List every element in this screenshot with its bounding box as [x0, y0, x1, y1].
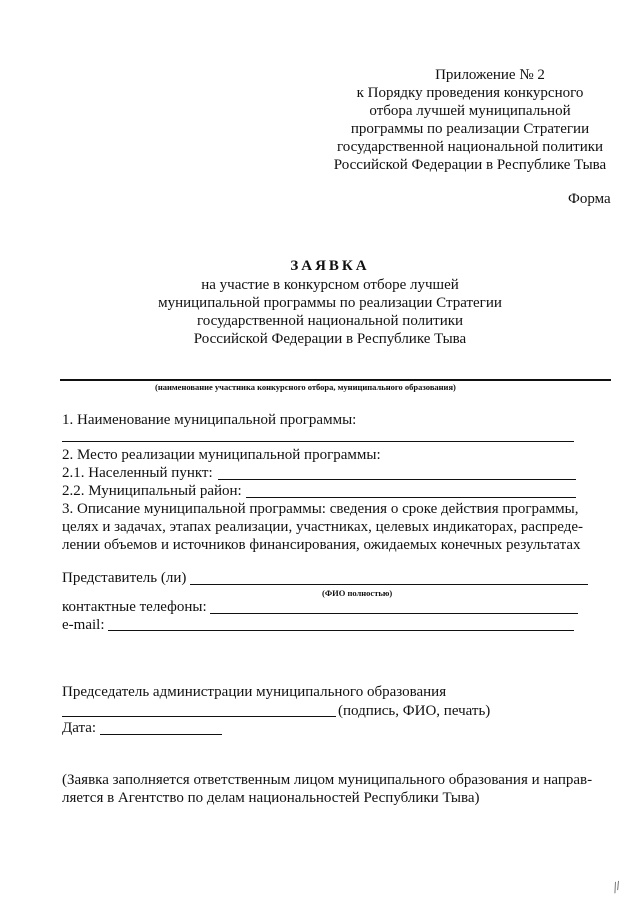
email-label: e-mail: — [62, 617, 105, 633]
settlement-label: 2.1. Населенный пункт: — [62, 465, 213, 481]
corner-scan-mark-icon — [608, 878, 626, 897]
program-location-label: 2. Место реализации муниципальной программы: — [62, 447, 381, 463]
appendix-line: отбора лучшей муниципальной — [369, 103, 571, 119]
page-title: ЗАЯВКА — [290, 258, 370, 274]
settlement-field[interactable] — [218, 479, 576, 480]
description-line: целях и задачах, этапах реализации, участниках, целевых индикаторах, распреде- — [62, 519, 584, 535]
description-line: лении объемов и источников финансирования, ожидаемых конечных результатах — [62, 537, 581, 553]
signature-field[interactable] — [62, 716, 336, 717]
program-name-field[interactable] — [62, 441, 574, 442]
district-label: 2.2. Муниципальный район: — [62, 483, 242, 499]
appendix-line: Приложение № 2 — [435, 67, 545, 83]
application-title-block — [120, 256, 540, 348]
email-field[interactable] — [108, 630, 574, 631]
representative-field[interactable] — [190, 584, 588, 585]
program-description-text — [62, 500, 610, 554]
district-field[interactable] — [246, 497, 576, 498]
appendix-line: государственной национальной политики — [336, 139, 604, 155]
date-label: Дата: — [62, 720, 97, 736]
note-line: ляется в Агентство по делам национальностей Республики Тыва) — [62, 790, 480, 806]
appendix-line: к Порядку проведения конкурсного — [356, 85, 584, 101]
description-line: 3. Описание муниципальной программы: сведения о сроке действия программы, — [62, 501, 579, 517]
date-field[interactable] — [100, 734, 222, 735]
submission-note — [62, 771, 610, 807]
representative-caption: (ФИО полностью) — [322, 588, 393, 598]
appendix-line: Российской Федерации в Республике Тыва — [333, 157, 607, 173]
phones-field[interactable] — [210, 613, 578, 614]
subtitle-line: Российской Федерации в Республике Тыва — [193, 331, 467, 347]
appendix-header — [330, 66, 610, 174]
participant-name-field[interactable] — [60, 379, 611, 381]
participant-caption: (наименование участника конкурсного отбора, муниципального образования) — [155, 382, 456, 392]
signature-caption: (подпись, ФИО, печать) — [338, 703, 491, 719]
appendix-line: программы по реализации Стратегии — [350, 121, 590, 137]
chairman-label: Председатель администрации муниципального образования — [62, 684, 447, 700]
note-line: (Заявка заполняется ответственным лицом муниципального образования и направ- — [62, 772, 593, 788]
form-label: Форма — [568, 191, 611, 207]
subtitle-line: на участие в конкурсном отборе лучшей — [201, 277, 459, 293]
program-name-label: 1. Наименование муниципальной программы: — [62, 412, 357, 428]
subtitle-line: государственной национальной политики — [196, 313, 464, 329]
representative-label: Представитель (ли) — [62, 570, 187, 586]
subtitle-line: муниципальной программы по реализации Стратегии — [158, 295, 502, 311]
phones-label: контактные телефоны: — [62, 599, 207, 615]
